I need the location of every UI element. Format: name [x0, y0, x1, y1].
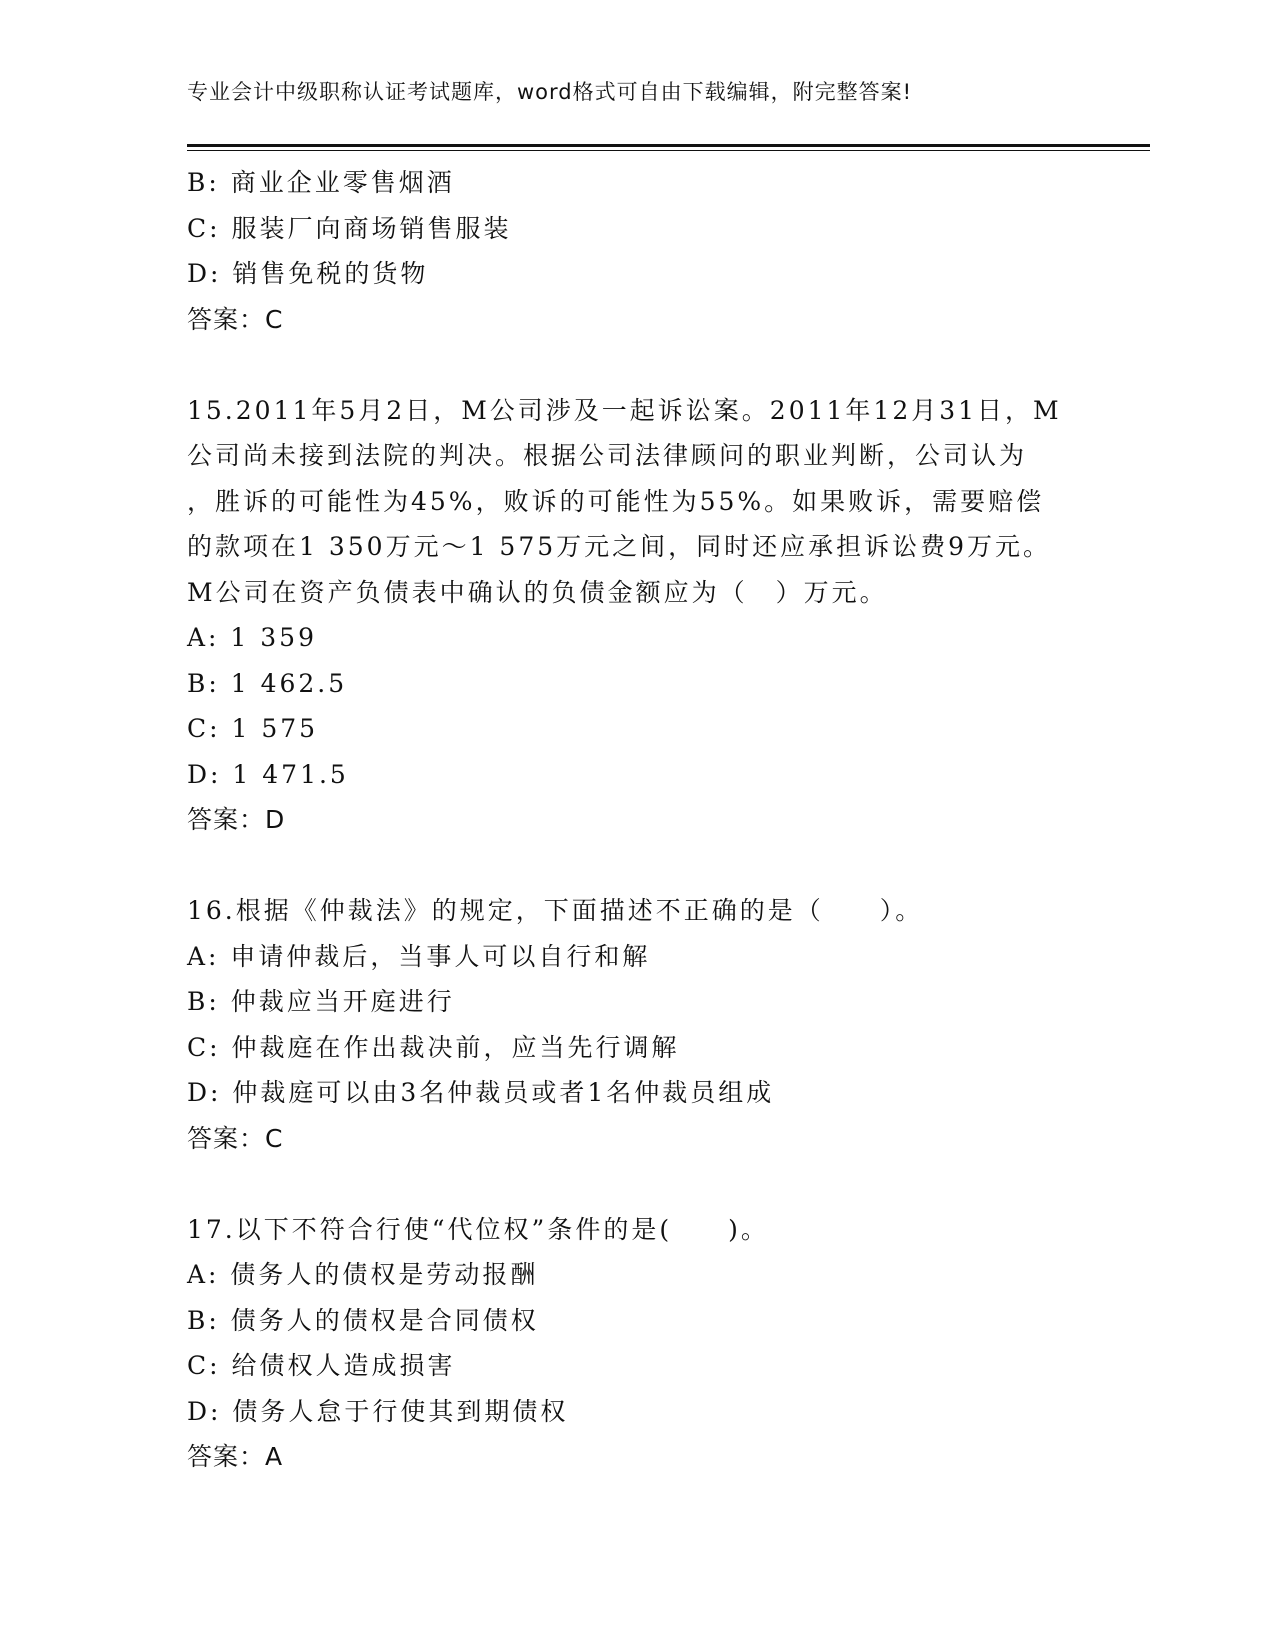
- spacer: [187, 342, 1087, 388]
- question-17-stem: 17.以下不符合行使“代位权”条件的是( )。: [187, 1214, 769, 1244]
- spacer: [187, 843, 1087, 889]
- question-content: [187, 160, 1087, 1480]
- question-15-line-2: 公司尚未接到法院的判决。根据公司法律顾问的职业判断，公司认为: [187, 441, 1028, 470]
- answer: 答案：C: [187, 1123, 284, 1153]
- header-rule-thick: [187, 144, 1150, 147]
- header-rule-thin: [187, 150, 1150, 151]
- question-15-line-5: M公司在资产负债表中确认的负债金额应为（ ）万元。: [187, 577, 888, 607]
- answer: 答案：A: [187, 1442, 284, 1471]
- option-c: C: 给债权人造成损害: [187, 1351, 456, 1380]
- option-d: D: 销售免税的货物: [187, 259, 429, 288]
- answer: 答案：C: [187, 304, 284, 334]
- option-c: C: 仲裁庭在作出裁决前，应当先行调解: [187, 1032, 680, 1062]
- option-a: A: 债务人的债权是劳动报酬: [187, 1260, 539, 1289]
- option-a: A: 1 359: [187, 623, 317, 652]
- option-a: A: 申请仲裁后，当事人可以自行和解: [187, 941, 651, 971]
- answer: 答案：D: [187, 805, 286, 834]
- option-d: D: 1 471.5: [187, 759, 349, 789]
- option-c: C: 服装厂向商场销售服装: [187, 213, 512, 243]
- question-15-line-4: 的款项在1 350万元～1 575万元之间，同时还应承担诉讼费9万元。: [187, 532, 1052, 561]
- option-b: B: 仲裁应当开庭进行: [187, 987, 455, 1016]
- option-b: B: 1 462.5: [187, 668, 348, 698]
- option-c: C: 1 575: [187, 714, 319, 743]
- spacer: [187, 1161, 1087, 1207]
- option-d: D: 债务人怠于行使其到期债权: [187, 1396, 569, 1426]
- question-15-line-3: ，胜诉的可能性为45%，败诉的可能性为55%。如果败诉，需要赔偿: [187, 486, 1045, 516]
- option-d: D: 仲裁庭可以由3名仲裁员或者1名仲裁员组成: [187, 1078, 775, 1107]
- option-b: B: 商业企业零售烟酒: [187, 168, 455, 197]
- page-header: 专业会计中级职称认证考试题库，word格式可自由下载编辑，附完整答案!: [187, 80, 913, 104]
- question-15-line-1: 15.2011年5月2日，M公司涉及一起诉讼案。2011年12月31日，M: [187, 395, 1062, 425]
- question-16-stem: 16.根据《仲裁法》的规定，下面描述不正确的是（ ）。: [187, 896, 924, 925]
- option-b: B: 债务人的债权是合同债权: [187, 1305, 539, 1335]
